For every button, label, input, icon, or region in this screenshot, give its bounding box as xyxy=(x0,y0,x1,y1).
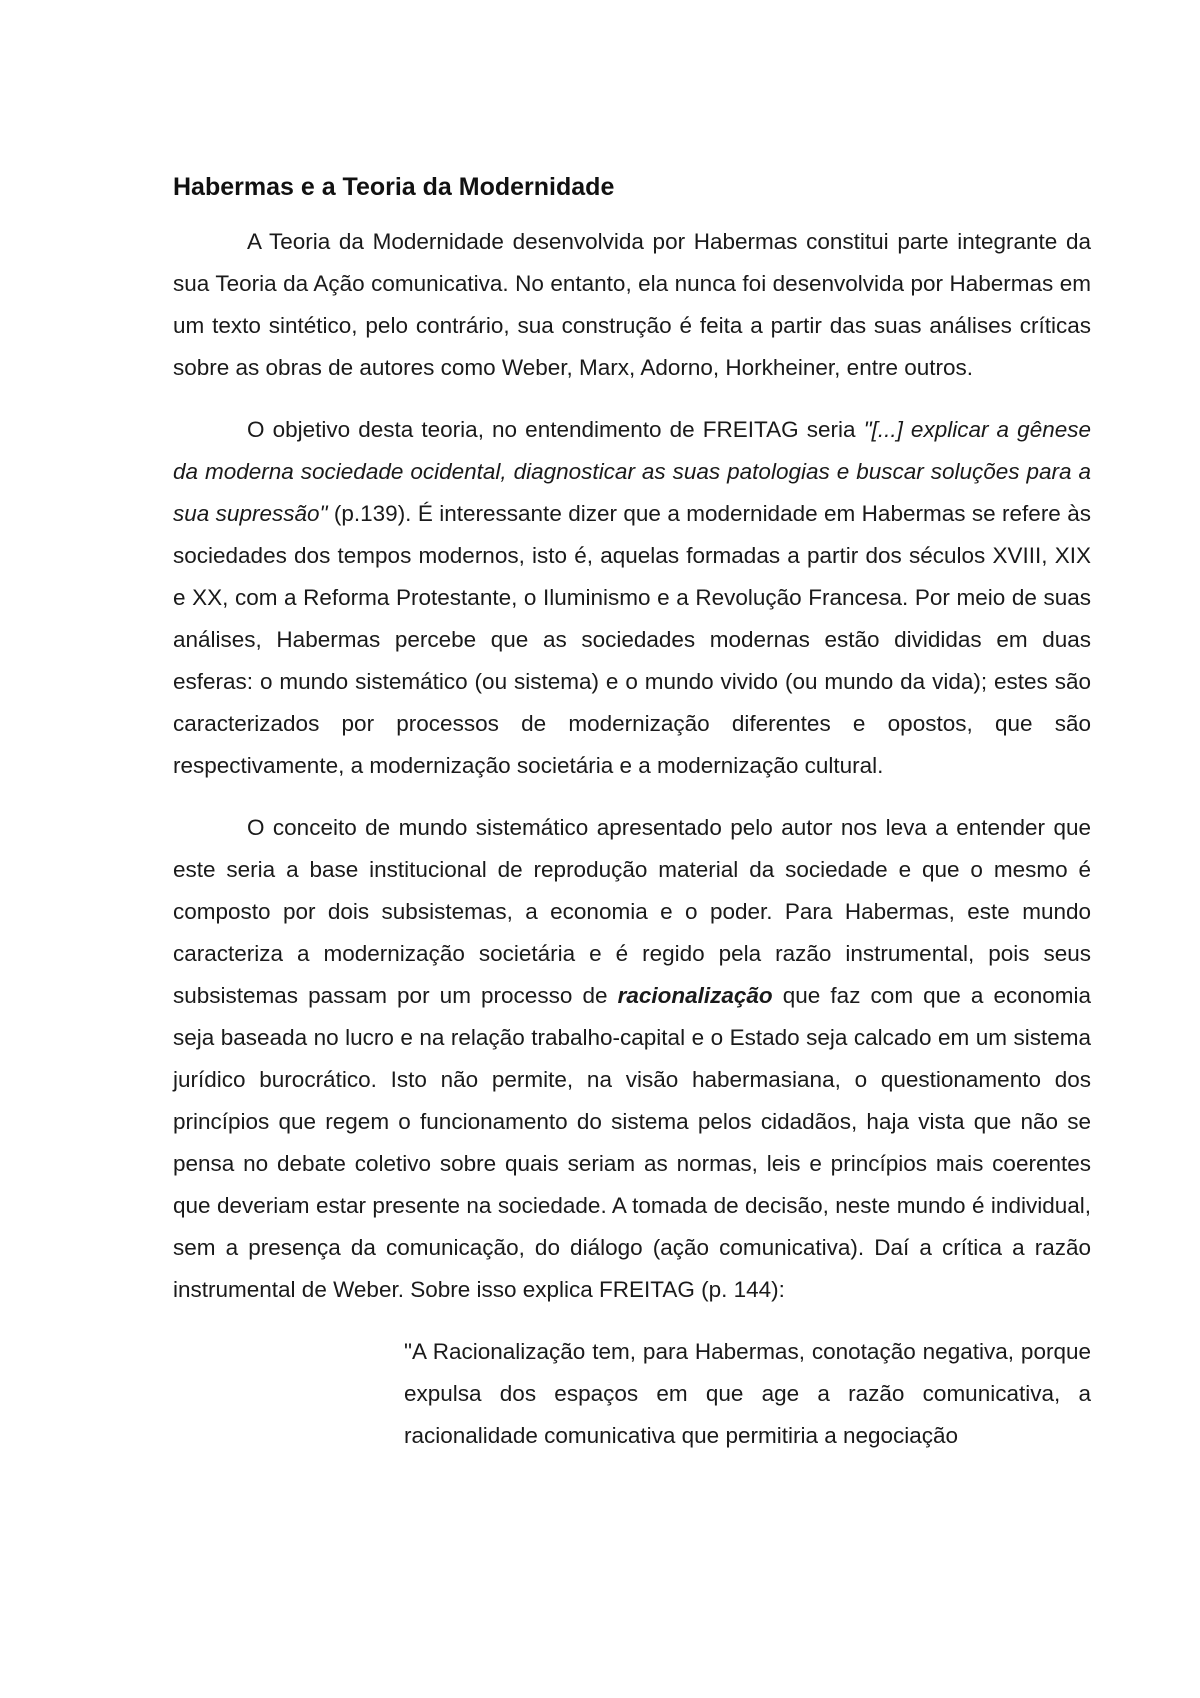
key-term-racionalizacao: racionalização xyxy=(617,983,773,1008)
paragraph-systematic-world xyxy=(173,807,1091,1311)
document-title: Habermas e a Teoria da Modernidade xyxy=(173,173,615,201)
document-body xyxy=(173,170,1091,1457)
paragraph-objective-rest: (p.139). É interessante dizer que a modernidade em Habermas se refere às sociedades dos tempos modernos, isto é, aquelas formadas a partir dos séculos XVIII, XIX e XX, com a Reforma Protestante, o Iluminismo e a Revolução Francesa. Por meio de suas análises, Habermas percebe que as sociedades modernas estão divididas em duas esferas: o mundo sistemático (ou sistema) e o mundo vivido (ou mundo da vida); estes são caracterizados por processos de modernização diferentes e opostos, que são respectivamente, a modernização societária e a modernização cultural. xyxy=(173,501,1091,778)
paragraph-systematic-lead: O conceito de mundo sistemático apresentado pelo autor nos leva a entender que este seria a base institucional de reprodução material da sociedade e que o mesmo é composto por dois subsistemas, a economia e o poder. Para Habermas, este mundo caracteriza a modernização societária e é regido pela razão instrumental, pois seus subsistemas passam por um processo de xyxy=(173,815,1091,1008)
paragraph-systematic-rest: que faz com que a economia seja baseada no lucro e na relação trabalho-capital e o Estado seja calcado em um sistema jurídico burocrático. Isto não permite, na visão habermasiana, o questionamento dos princípios que regem o funcionamento do sistema pelos cidadãos, haja vista que não se pensa no debate coletivo sobre quais seriam as normas, leis e princípios mais coerentes que deveriam estar presente na sociedade. A tomada de decisão, neste mundo é individual, sem a presença da comunicação, do diálogo (ação comunicativa). Daí a crítica a razão instrumental de Weber. Sobre isso explica FREITAG (p. 144): xyxy=(173,983,1092,1302)
paragraph-objective-lead: O objetivo desta teoria, no entendimento de FREITAG seria xyxy=(247,417,864,442)
block-quote: "A Racionalização tem, para Habermas, conotação negativa, porque expulsa dos espaços em que age a razão comunicativa, a racionalidade comunicativa que permitiria a negociação xyxy=(404,1339,1091,1448)
paragraph-intro-text: A Teoria da Modernidade desenvolvida por Habermas constitui parte integrante da sua Teoria da Ação comunicativa. No entanto, ela nunca foi desenvolvida por Habermas em um texto sintético, pelo contrário, sua construção é feita a partir das suas análises críticas sobre as obras de autores como Weber, Marx, Adorno, Horkheiner, entre outros. xyxy=(173,229,1091,380)
paragraph-objective xyxy=(173,409,1091,787)
paragraph-intro xyxy=(173,221,1091,389)
freitag-citation: "[...] explicar a gênese da moderna sociedade ocidental, diagnosticar as suas patologias e buscar soluções para a sua supressão" xyxy=(173,417,1091,526)
